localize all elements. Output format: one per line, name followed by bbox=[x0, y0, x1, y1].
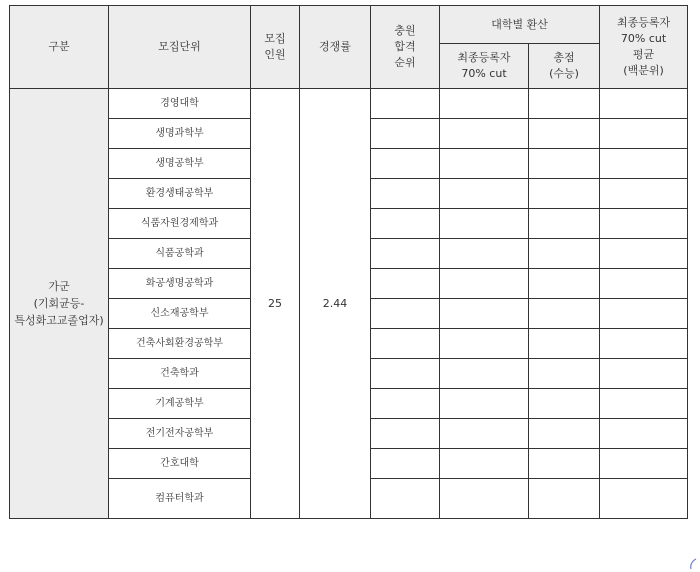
empty-cell bbox=[440, 209, 529, 239]
department-cell: 건축사회환경공학부 bbox=[109, 329, 251, 359]
empty-cell bbox=[371, 269, 440, 299]
empty-cell bbox=[440, 119, 529, 149]
header-average: 최종등록자 70% cut 평균 (백분위) bbox=[600, 6, 688, 89]
empty-cell bbox=[371, 149, 440, 179]
empty-cell bbox=[371, 419, 440, 449]
empty-cell bbox=[529, 299, 600, 329]
empty-cell bbox=[529, 449, 600, 479]
empty-cell bbox=[440, 419, 529, 449]
department-cell: 식품자원경제학과 bbox=[109, 209, 251, 239]
table-row bbox=[10, 89, 688, 119]
department-cell: 건축학과 bbox=[109, 359, 251, 389]
empty-cell bbox=[600, 239, 688, 269]
group-cell: 가군 (기회균등- 특성화고교졸업자) bbox=[10, 89, 109, 519]
department-cell: 경영대학 bbox=[109, 89, 251, 119]
header-unit: 모집단위 bbox=[109, 6, 251, 89]
department-cell: 화공생명공학과 bbox=[109, 269, 251, 299]
quota-cell: 25 bbox=[251, 89, 300, 519]
header-competition: 경쟁률 bbox=[300, 6, 371, 89]
empty-cell bbox=[440, 239, 529, 269]
empty-cell bbox=[600, 419, 688, 449]
empty-cell bbox=[600, 89, 688, 119]
empty-cell bbox=[529, 269, 600, 299]
department-cell: 신소재공학부 bbox=[109, 299, 251, 329]
empty-cell bbox=[371, 389, 440, 419]
department-cell: 생명과학부 bbox=[109, 119, 251, 149]
empty-cell bbox=[529, 239, 600, 269]
empty-cell bbox=[600, 269, 688, 299]
empty-cell bbox=[371, 479, 440, 519]
empty-cell bbox=[371, 449, 440, 479]
department-cell: 간호대학 bbox=[109, 449, 251, 479]
empty-cell bbox=[440, 179, 529, 209]
empty-cell bbox=[440, 89, 529, 119]
page-curl-icon bbox=[688, 558, 698, 570]
department-cell: 식품공학과 bbox=[109, 239, 251, 269]
empty-cell bbox=[371, 119, 440, 149]
empty-cell bbox=[371, 209, 440, 239]
empty-cell bbox=[529, 479, 600, 519]
empty-cell bbox=[371, 299, 440, 329]
empty-cell bbox=[600, 359, 688, 389]
header-converted: 대학별 환산 bbox=[440, 6, 600, 44]
empty-cell bbox=[600, 149, 688, 179]
empty-cell bbox=[529, 89, 600, 119]
header-total: 총점 (수능) bbox=[529, 44, 600, 89]
department-cell: 전기전자공학부 bbox=[109, 419, 251, 449]
empty-cell bbox=[600, 479, 688, 519]
empty-cell bbox=[440, 359, 529, 389]
empty-cell bbox=[600, 209, 688, 239]
header-final-cut: 최종등록자 70% cut bbox=[440, 44, 529, 89]
empty-cell bbox=[600, 179, 688, 209]
table-body bbox=[10, 89, 688, 519]
empty-cell bbox=[529, 209, 600, 239]
empty-cell bbox=[600, 389, 688, 419]
department-cell: 컴퓨터학과 bbox=[109, 479, 251, 519]
header-rank: 충원 합격 순위 bbox=[371, 6, 440, 89]
empty-cell bbox=[600, 119, 688, 149]
empty-cell bbox=[371, 359, 440, 389]
empty-cell bbox=[371, 239, 440, 269]
competition-cell: 2.44 bbox=[300, 89, 371, 519]
empty-cell bbox=[529, 359, 600, 389]
empty-cell bbox=[529, 389, 600, 419]
empty-cell bbox=[440, 269, 529, 299]
empty-cell bbox=[529, 119, 600, 149]
empty-cell bbox=[600, 329, 688, 359]
empty-cell bbox=[600, 449, 688, 479]
header-quota: 모집 인원 bbox=[251, 6, 300, 89]
empty-cell bbox=[529, 179, 600, 209]
empty-cell bbox=[440, 479, 529, 519]
empty-cell bbox=[529, 149, 600, 179]
empty-cell bbox=[371, 89, 440, 119]
empty-cell bbox=[529, 329, 600, 359]
admission-table bbox=[9, 5, 688, 519]
department-cell: 생명공학부 bbox=[109, 149, 251, 179]
department-cell: 기계공학부 bbox=[109, 389, 251, 419]
empty-cell bbox=[440, 149, 529, 179]
empty-cell bbox=[440, 329, 529, 359]
empty-cell bbox=[529, 419, 600, 449]
empty-cell bbox=[440, 449, 529, 479]
empty-cell bbox=[600, 299, 688, 329]
empty-cell bbox=[440, 299, 529, 329]
header-group: 구분 bbox=[10, 6, 109, 89]
empty-cell bbox=[371, 179, 440, 209]
empty-cell bbox=[440, 389, 529, 419]
empty-cell bbox=[371, 329, 440, 359]
department-cell: 환경생태공학부 bbox=[109, 179, 251, 209]
